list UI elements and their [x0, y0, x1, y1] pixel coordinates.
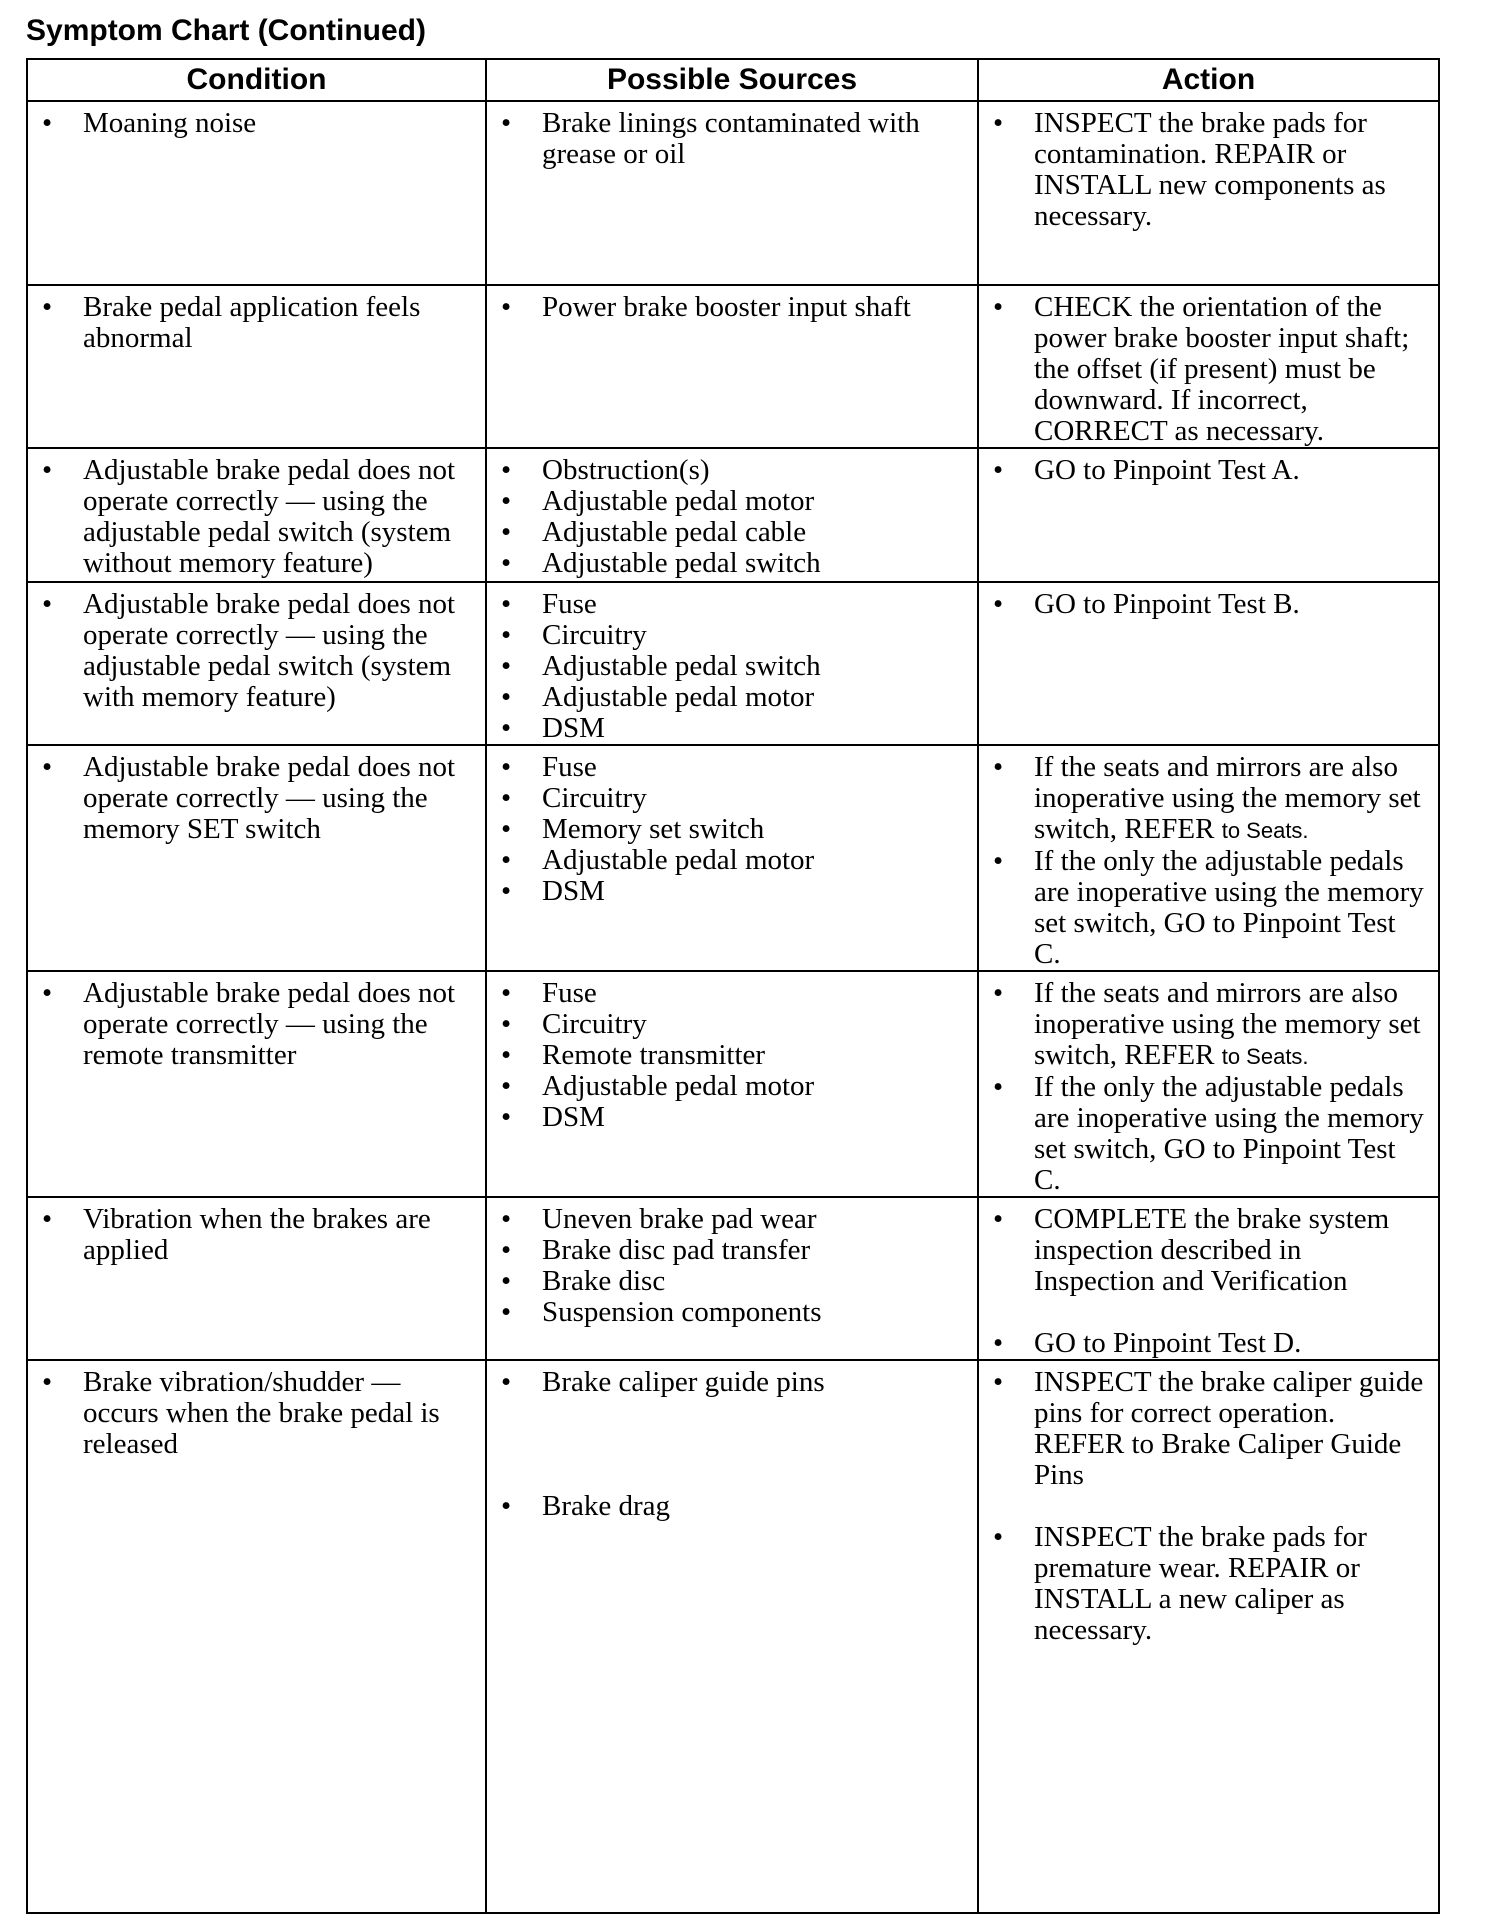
action-cell — [978, 971, 1439, 1197]
page-title: Symptom Chart (Continued) — [26, 14, 426, 47]
action-cell — [978, 745, 1439, 971]
condition-text: • Brake vibration/shudder — occurs when the brake pedal is released — [28, 1367, 471, 1460]
source-item: • Fuse — [487, 752, 963, 783]
action-item: • INSPECT the brake pads for premature wear. REPAIR or INSTALL a new caliper as necessary. — [979, 1522, 1424, 1646]
action-text: If the seats and mirrors are also inoperative using the memory set switch, REFER — [1034, 977, 1421, 1071]
condition-text: • Vibration when the brakes are applied — [28, 1204, 471, 1266]
table-row — [27, 1197, 1439, 1360]
table-row — [27, 971, 1439, 1197]
source-item: • Circuitry — [487, 783, 963, 814]
seats-reference: to Seats. — [1221, 818, 1309, 843]
source-item: • Obstruction(s) — [487, 455, 963, 486]
source-item: • Circuitry — [487, 1009, 963, 1040]
source-item: • Brake disc pad transfer — [487, 1235, 963, 1266]
source-item: • Uneven brake pad wear — [487, 1204, 963, 1235]
source-item: • Memory set switch — [487, 814, 963, 845]
source-item: • Suspension components — [487, 1297, 963, 1328]
action-item: • INSPECT the brake caliper guide pins for correct operation. REFER to Brake Caliper Guide Pins — [979, 1367, 1424, 1491]
source-item: • Power brake booster input shaft — [487, 292, 963, 323]
table-row — [27, 101, 1439, 285]
source-item: • Adjustable pedal motor — [487, 682, 963, 713]
action-cell — [978, 285, 1439, 448]
source-item: • Brake linings contaminated with grease or oil — [487, 108, 963, 170]
action-cell — [978, 1360, 1439, 1913]
condition-text: • Adjustable brake pedal does not operate correctly — using the adjustable pedal switch (system without memory feature) — [28, 455, 471, 579]
action-item: • GO to Pinpoint Test D. — [979, 1328, 1424, 1359]
header-action: Action — [978, 59, 1439, 101]
condition-text: • Adjustable brake pedal does not operate correctly — using the memory SET switch — [28, 752, 471, 845]
header-condition: Condition — [27, 59, 486, 101]
source-item: • Adjustable pedal motor — [487, 486, 963, 517]
action-cell — [978, 448, 1439, 582]
condition-cell — [27, 971, 486, 1197]
table-row — [27, 745, 1439, 971]
source-item: • Fuse — [487, 978, 963, 1009]
condition-text: • Adjustable brake pedal does not operate correctly — using the adjustable pedal switch (system with memory feature) — [28, 589, 471, 713]
sources-cell — [486, 582, 978, 745]
source-item: • DSM — [487, 876, 963, 907]
action-item — [979, 978, 1424, 1072]
source-item: • Adjustable pedal motor — [487, 845, 963, 876]
action-item: • COMPLETE the brake system inspection described in Inspection and Verification — [979, 1204, 1424, 1297]
condition-cell — [27, 448, 486, 582]
seats-reference: to Seats. — [1221, 1044, 1309, 1069]
sources-cell — [486, 745, 978, 971]
sources-cell — [486, 1197, 978, 1360]
table-row — [27, 285, 1439, 448]
action-item — [979, 752, 1424, 846]
condition-cell — [27, 1360, 486, 1913]
action-cell — [978, 582, 1439, 745]
source-item: • DSM — [487, 713, 963, 744]
source-item: • Adjustable pedal switch — [487, 548, 963, 579]
header-possible-sources: Possible Sources — [486, 59, 978, 101]
source-item: • Brake drag — [487, 1491, 963, 1522]
condition-text: • Adjustable brake pedal does not operate correctly — using the remote transmitter — [28, 978, 471, 1071]
sources-cell — [486, 101, 978, 285]
condition-cell — [27, 745, 486, 971]
action-item: • If the only the adjustable pedals are inoperative using the memory set switch, GO to Pinpoint Test C. — [979, 846, 1424, 970]
source-item: • Circuitry — [487, 620, 963, 651]
header-row — [27, 59, 1439, 101]
action-text: If the seats and mirrors are also inoperative using the memory set switch, REFER — [1034, 751, 1421, 845]
source-item: • Brake caliper guide pins — [487, 1367, 963, 1398]
sources-cell — [486, 971, 978, 1197]
action-item: • INSPECT the brake pads for contamination. REPAIR or INSTALL new components as necessary. — [979, 108, 1424, 232]
action-item: • CHECK the orientation of the power brake booster input shaft; the offset (if present) must be downward. If incorrect, CORRECT as necessary. — [979, 292, 1424, 447]
table-row — [27, 582, 1439, 745]
action-item: • GO to Pinpoint Test A. — [979, 455, 1424, 486]
source-item: • Fuse — [487, 589, 963, 620]
source-item: • Remote transmitter — [487, 1040, 963, 1071]
table-row — [27, 448, 1439, 582]
action-item: • GO to Pinpoint Test B. — [979, 589, 1424, 620]
condition-cell — [27, 1197, 486, 1360]
action-cell — [978, 1197, 1439, 1360]
action-item: • If the only the adjustable pedals are inoperative using the memory set switch, GO to Pinpoint Test C. — [979, 1072, 1424, 1196]
action-cell — [978, 101, 1439, 285]
source-item: • Brake disc — [487, 1266, 963, 1297]
source-item: • DSM — [487, 1102, 963, 1133]
condition-text: • Brake pedal application feels abnormal — [28, 292, 471, 354]
condition-cell — [27, 582, 486, 745]
condition-cell — [27, 101, 486, 285]
condition-text: • Moaning noise — [28, 108, 471, 139]
sources-cell — [486, 1360, 978, 1913]
sources-cell — [486, 448, 978, 582]
sources-cell — [486, 285, 978, 448]
symptom-chart-table — [26, 58, 1440, 1914]
source-item: • Adjustable pedal switch — [487, 651, 963, 682]
source-item: • Adjustable pedal motor — [487, 1071, 963, 1102]
source-item: • Adjustable pedal cable — [487, 517, 963, 548]
table-row — [27, 1360, 1439, 1913]
condition-cell — [27, 285, 486, 448]
